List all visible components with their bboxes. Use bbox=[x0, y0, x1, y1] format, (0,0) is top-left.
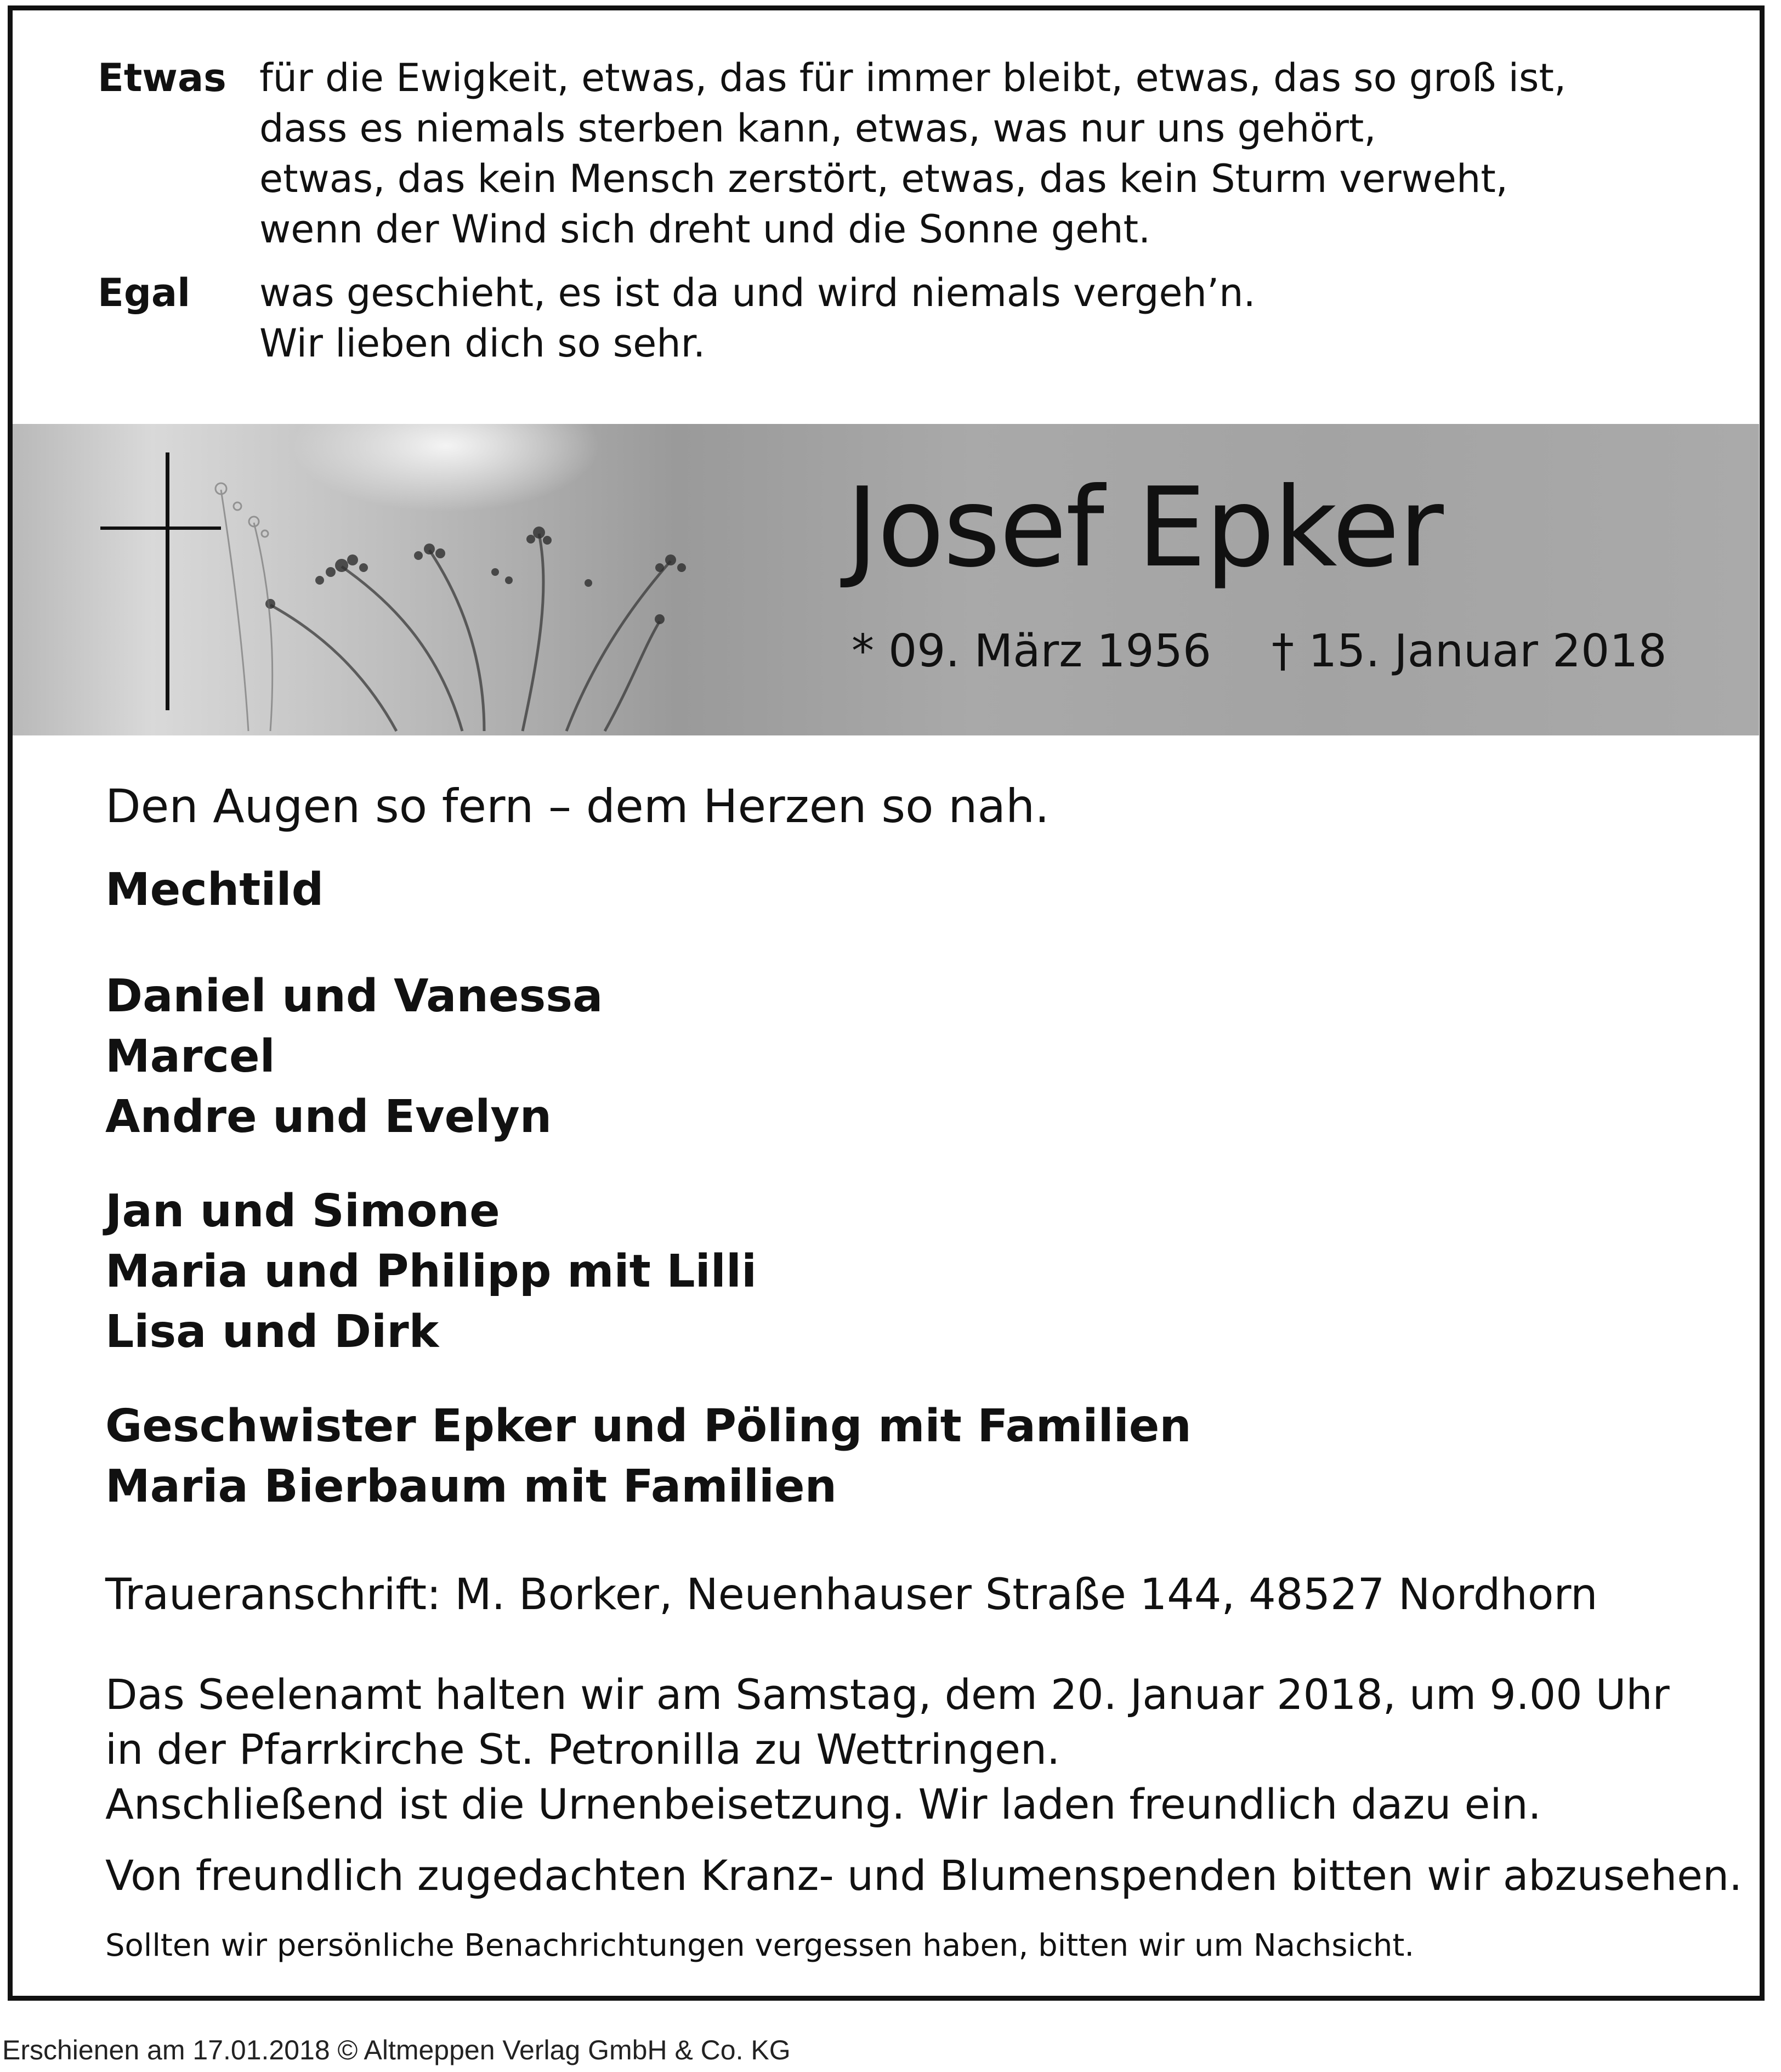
deceased-name: Josef Epker bbox=[846, 464, 1443, 592]
mourner-group bbox=[105, 1396, 1695, 1517]
cross-icon bbox=[100, 452, 221, 710]
poem-stanza bbox=[98, 268, 1688, 369]
poem-lead: Egal bbox=[98, 270, 191, 315]
death-date: † 15. Januar 2018 bbox=[1272, 625, 1667, 677]
mourning-address: Traueranschrift: M. Borker, Neuenhauser Straße 144, 48527 Nordhorn bbox=[105, 1570, 1598, 1620]
mourner-name: Marcel bbox=[105, 1031, 275, 1083]
mourner-group bbox=[105, 1181, 1695, 1362]
poem bbox=[98, 53, 1688, 382]
mourner-name: Lisa und Dirk bbox=[105, 1306, 439, 1358]
service-line: in der Pfarrkirche St. Petronilla zu Wettringen. bbox=[105, 1725, 1060, 1774]
birth-date: * 09. März 1956 bbox=[852, 625, 1212, 677]
motto: Den Augen so fern – dem Herzen so nah. bbox=[105, 779, 1050, 833]
poem-line: Wir lieben dich so sehr. bbox=[259, 321, 706, 366]
mourner-group bbox=[105, 860, 1695, 920]
poem-lines bbox=[259, 268, 1256, 369]
mourners-list bbox=[105, 860, 1695, 1551]
mourner-name: Geschwister Epker und Pöling mit Familien bbox=[105, 1400, 1192, 1452]
mourner-name: Andre und Evelyn bbox=[105, 1091, 552, 1143]
mourner-name: Maria Bierbaum mit Familien bbox=[105, 1460, 837, 1513]
service-line: Anschließend ist die Urnenbeisetzung. Wir laden freundlich dazu ein. bbox=[105, 1780, 1541, 1828]
life-dates bbox=[852, 621, 1667, 682]
closing-notice: Sollten wir persönliche Benachrichtungen vergessen haben, bitten wir um Nachsicht. bbox=[105, 1928, 1415, 1963]
flowers-note: Von freundlich zugedachten Kranz- und Blumenspenden bitten wir abzusehen. bbox=[105, 1851, 1743, 1900]
mourner-name: Maria und Philipp mit Lilli bbox=[105, 1246, 757, 1298]
poem-line: für die Ewigkeit, etwas, das für immer bleibt, etwas, das so groß ist, bbox=[259, 55, 1567, 100]
poem-line: was geschieht, es ist da und wird niemals vergeh’n. bbox=[259, 270, 1256, 315]
poem-lines bbox=[259, 53, 1566, 254]
poem-lead: Etwas bbox=[98, 55, 226, 100]
memorial-banner bbox=[13, 424, 1759, 735]
poem-stanza bbox=[98, 53, 1688, 254]
service-details bbox=[105, 1667, 1670, 1832]
publication-footer: Erschienen am 17.01.2018 © Altmeppen Verlag GmbH & Co. KG bbox=[2, 2035, 791, 2065]
mourner-group bbox=[105, 966, 1695, 1147]
mourner-name: Jan und Simone bbox=[105, 1185, 500, 1237]
mourner-name: Mechtild bbox=[105, 864, 324, 916]
service-line: Das Seelenamt halten wir am Samstag, dem 20. Januar 2018, um 9.00 Uhr bbox=[105, 1670, 1670, 1719]
poem-line: etwas, das kein Mensch zerstört, etwas, das kein Sturm verweht, bbox=[259, 156, 1508, 201]
poem-line: dass es niemals sterben kann, etwas, was nur uns gehört, bbox=[259, 106, 1376, 151]
poem-line: wenn der Wind sich dreht und die Sonne geht. bbox=[259, 207, 1151, 252]
mourner-name: Daniel und Vanessa bbox=[105, 970, 603, 1022]
